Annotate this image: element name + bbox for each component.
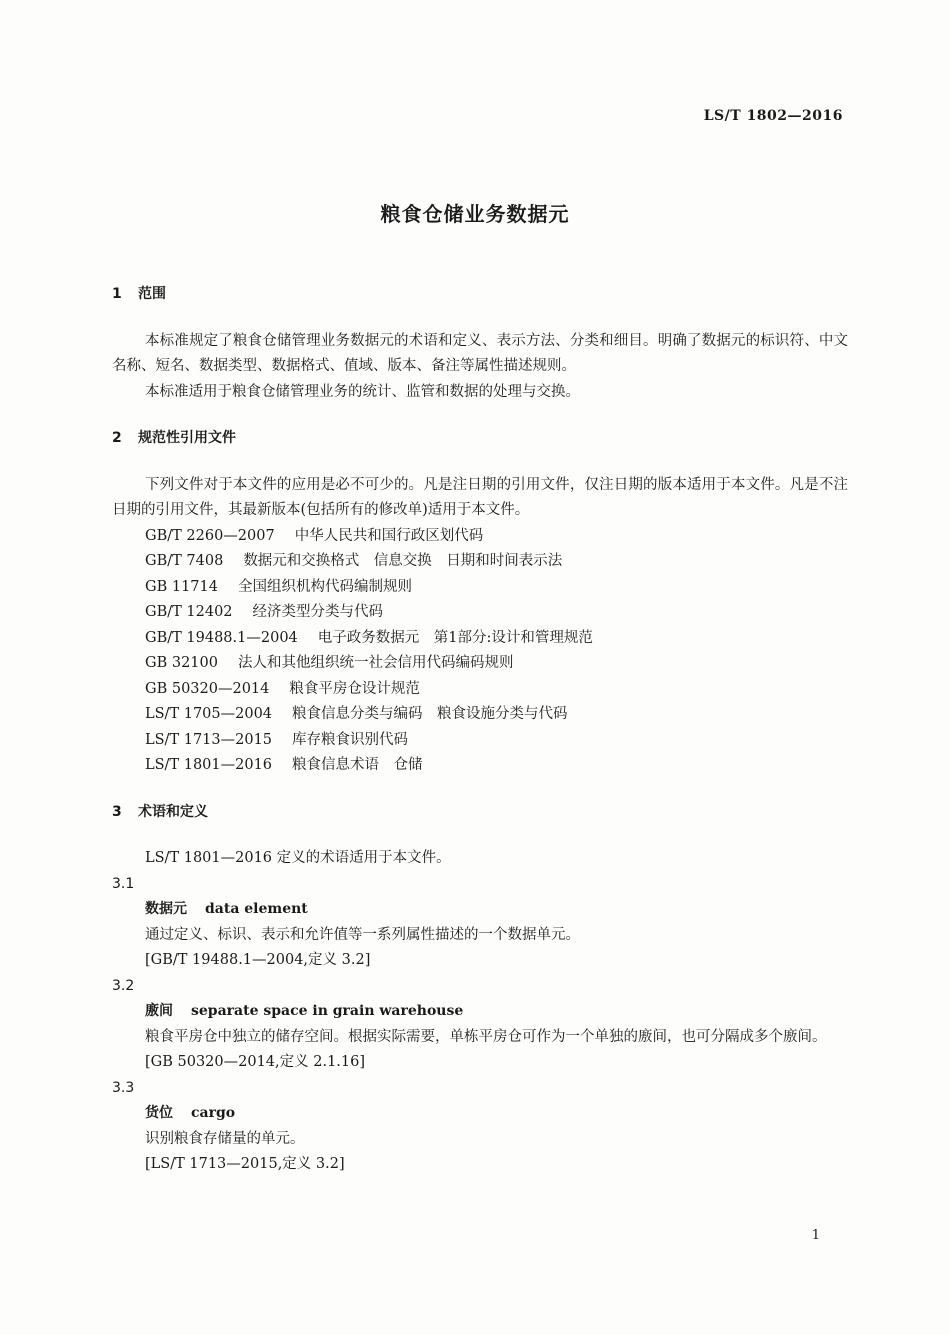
- reference-item: LS/T 1713—2015 库存粮食识别代码: [145, 731, 409, 748]
- document-title: 粮食仓储业务数据元: [380, 202, 570, 226]
- section-heading: 1 范围: [112, 286, 166, 302]
- reference-item: GB/T 7408 数据元和交换格式 信息交换 日期和时间表示法: [145, 553, 563, 569]
- term-definition: 识别粮食存储量的单元。: [145, 1130, 305, 1147]
- standard-code: LS/T 1802—2016: [703, 108, 843, 124]
- term-name: 廒间 separate space in grain warehouse: [145, 1003, 464, 1019]
- term-source: [GB/T 19488.1—2004,定义 3.2]: [145, 952, 371, 968]
- section-heading: 3 术语和定义: [112, 803, 208, 820]
- reference-item: GB 50320—2014 粮食平房仓设计规范: [145, 680, 420, 697]
- paragraph: 下列文件对于本文件的应用是必不可少的。凡是注日期的引用文件，仅注日期的版本适用于本文件。凡是不注日期的引用文件，其最新版本(包括所有的修改单)适用于本文件。: [112, 476, 848, 518]
- paragraph: 本标准适用于粮食仓储管理业务的统计、监管和数据的处理与交换。: [145, 383, 580, 400]
- term-number: 3.3: [112, 1079, 135, 1096]
- section-heading: 2 规范性引用文件: [112, 430, 236, 446]
- section-scope: [112, 282, 848, 405]
- term-entry: [112, 1076, 848, 1178]
- term-source: [GB 50320—2014,定义 2.1.16]: [145, 1054, 366, 1070]
- document-body: [112, 282, 848, 1178]
- section-normative-references: [112, 426, 848, 779]
- term-entry: [112, 872, 848, 974]
- reference-item: GB 11714 全国组织机构代码编制规则: [145, 578, 412, 595]
- term-source: [LS/T 1713—2015,定义 3.2]: [145, 1156, 345, 1172]
- term-definition: 通过定义、标识、表示和允许值等一系列属性描述的一个数据单元。: [145, 926, 580, 943]
- term-definition: 粮食平房仓中独立的储存空间。根据实际需要，单栋平房仓可作为一个单独的廒间，也可分隔成多个廒间。: [145, 1028, 827, 1045]
- reference-item: GB/T 2260—2007 中华人民共和国行政区划代码: [145, 527, 484, 544]
- page-number: 1: [811, 1228, 820, 1243]
- term-number: 3.2: [112, 977, 135, 994]
- reference-list: [112, 524, 848, 779]
- reference-item: GB/T 12402 经济类型分类与代码: [145, 604, 384, 620]
- paragraph: 本标准规定了粮食仓储管理业务数据元的术语和定义、表示方法、分类和细目。明确了数据元的标识符、中文名称、短名、数据类型、数据格式、值域、版本、备注等属性描述规则。: [112, 332, 848, 374]
- paragraph: LS/T 1801—2016 定义的术语适用于本文件。: [145, 850, 451, 866]
- term-entry: [112, 974, 848, 1076]
- term-name: 数据元 data element: [145, 901, 308, 917]
- reference-item: GB/T 19488.1—2004 电子政务数据元 第1部分:设计和管理规范: [145, 629, 593, 646]
- reference-item: LS/T 1801—2016 粮食信息术语 仓储: [145, 757, 423, 773]
- reference-item: LS/T 1705—2004 粮食信息分类与编码 粮食设施分类与代码: [145, 706, 568, 722]
- term-name: 货位 cargo: [145, 1105, 236, 1121]
- term-number: 3.1: [112, 875, 135, 892]
- reference-item: GB 32100 法人和其他组织统一社会信用代码编码规则: [145, 655, 514, 671]
- section-terms-definitions: [112, 800, 848, 1178]
